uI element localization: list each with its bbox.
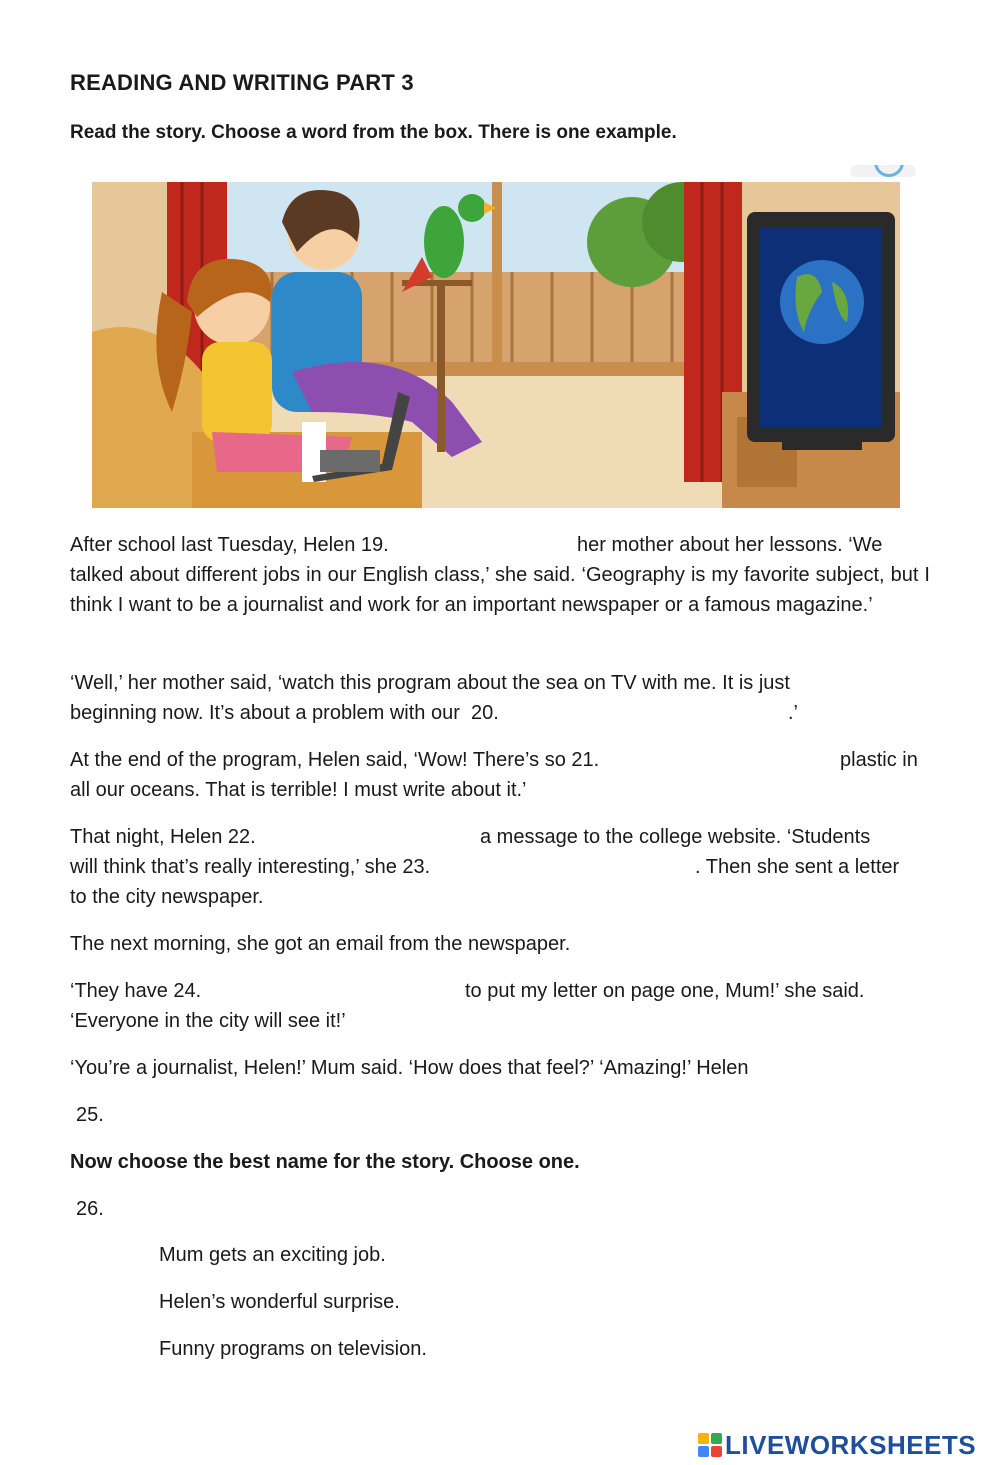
corner-badge (850, 165, 916, 177)
logo-mark-icon (698, 1433, 722, 1457)
story-line: ‘Everyone in the city will see it!’ (70, 1010, 346, 1032)
question-number: 25. (76, 1104, 104, 1126)
title-option[interactable]: Helen’s wonderful surprise. (159, 1291, 400, 1313)
story-line: a message to the college website. ‘Students (480, 826, 871, 848)
title-option[interactable]: Funny programs on television. (159, 1338, 427, 1360)
liveworksheets-logo (698, 1430, 976, 1460)
story-line: After school last Tuesday, Helen 19. (70, 534, 389, 556)
story-line: .’ (788, 702, 798, 724)
question-number: 26. (76, 1198, 104, 1220)
story-line: beginning now. It’s about a problem with our 20. (70, 702, 499, 724)
story-line: The next morning, she got an email from the newspaper. (70, 933, 571, 955)
story-illustration (92, 182, 900, 508)
story-line: to put my letter on page one, Mum!’ she said. (465, 980, 865, 1002)
instruction-text: Read the story. Choose a word from the box. There is one example. (70, 122, 677, 143)
title-option[interactable]: Mum gets an exciting job. (159, 1244, 386, 1266)
story-line: plastic in (840, 749, 918, 771)
choose-instruction: Now choose the best name for the story. Choose one. (70, 1151, 580, 1173)
section-heading: READING AND WRITING PART 3 (70, 70, 414, 95)
logo-text: LIVEWORKSHEETS (725, 1429, 977, 1460)
story-line: That night, Helen 22. (70, 826, 256, 848)
story-paragraph: ‘You’re a journalist, Helen!’ Mum said. ‘How does that feel?’ ‘Amazing!’ Helen (70, 1057, 749, 1079)
story-line: all our oceans. That is terrible! I must write about it.’ (70, 779, 527, 801)
story-paragraph: talked about different jobs in our English class,’ she said. ‘Geography is my favorite subject, but I think I want to be a journalist and work for an important newspaper or a famous magazine.’ (70, 564, 930, 616)
story-line: her mother about her lessons. ‘We (577, 534, 883, 556)
story-line: ‘They have 24. (70, 980, 202, 1002)
story-line: will think that’s really interesting,’ she 23. (70, 856, 431, 878)
story-line: At the end of the program, Helen said, ‘Wow! There’s so 21. (70, 749, 600, 771)
story-line: to the city newspaper. (70, 886, 264, 908)
story-paragraph: ‘Well,’ her mother said, ‘watch this program about the sea on TV with me. It is just (70, 672, 790, 694)
story-line: . Then she sent a letter (695, 856, 900, 878)
